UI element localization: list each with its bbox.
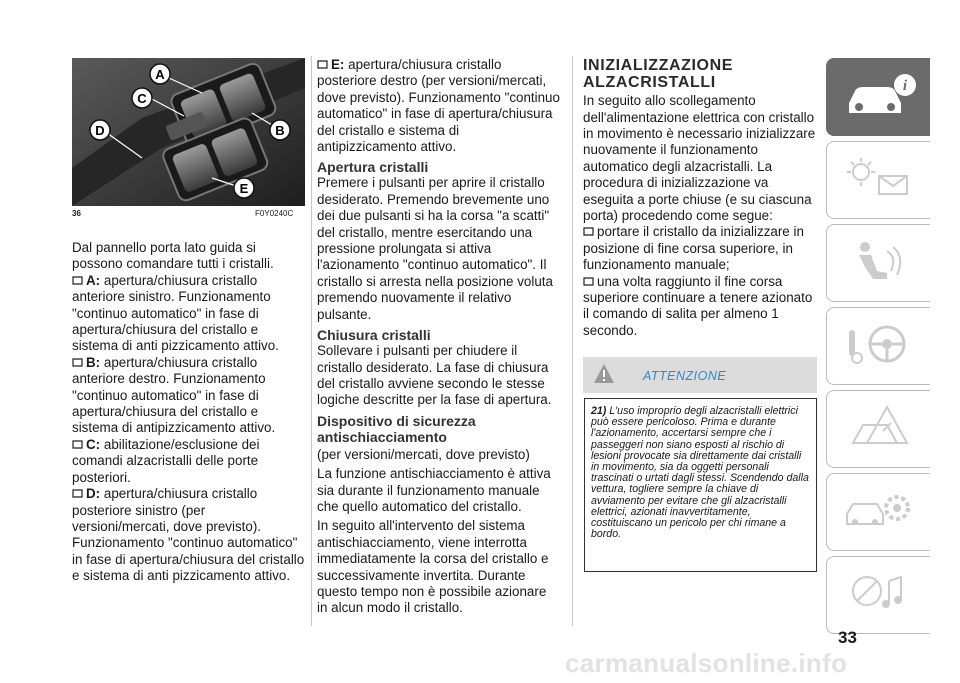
steering-wheel-icon <box>843 320 919 370</box>
warning-triangle-icon <box>593 363 615 385</box>
init-intro: In seguito allo scollegamento dell'alimentazione elettrica con cristallo in movimento è necessario inizializzare nuovamente il funzionamento automatico degli alzacristalli. La procedura di inizializzazione va eseguita a porte chiuse (e su ciascuna porta) procedendo come segue: <box>583 93 816 224</box>
text-chiusura: Sollevare i pulsanti per chiudere il cristallo desiderato. La fase di chiusura del cristallo avviene secondo le stesse logiche descritte per la fase di apertura. <box>317 343 552 408</box>
intro-text: Dal pannello porta lato guida si possono comandare tutti i cristalli. <box>72 240 274 272</box>
list-item <box>317 57 560 155</box>
warning-number: 21) <box>591 405 607 417</box>
text-sicurezza-note: (per versioni/mercati, dove previsto) <box>317 446 530 462</box>
warning-header <box>583 357 817 393</box>
sidebar-tab-index-spacer <box>826 556 930 614</box>
figure-label-d: D <box>95 123 105 138</box>
item-key: E: <box>331 57 345 72</box>
item-text: apertura/chiusura cristallo anteriore destro. Funzionamento "continuo automatico" in fase di apertura/chiusura del cristallo e sistema di antipizzicamento attivo. <box>72 354 276 436</box>
bullet-icon <box>317 60 328 69</box>
sidebar-tab-airbag[interactable] <box>826 224 930 302</box>
list-item <box>583 274 819 340</box>
section-heading <box>583 58 819 91</box>
watermark: carmanualsonline.info <box>565 648 848 678</box>
heading-line-2: ALZACRISTALLI <box>583 73 716 91</box>
sidebar-tab-warning-lights[interactable] <box>826 141 930 219</box>
figure-code: F0Y0240C <box>255 209 294 218</box>
bullet-icon <box>72 440 83 449</box>
item-key: B: <box>86 354 101 370</box>
list-item <box>72 273 305 355</box>
figure-label-e: E <box>239 181 249 196</box>
sidebar-tab-steering[interactable] <box>826 307 930 385</box>
item-key: C: <box>86 436 101 452</box>
warning-body <box>584 398 817 572</box>
text-sicurezza-1: La funzione antischiacciamento è attiva sia durante il funzionamento manuale che quello automatico del cristallo. <box>317 466 551 514</box>
item-key: D: <box>86 486 101 502</box>
item-text: apertura/chiusura cristallo posteriore sinistro (per versioni/mercati, dove previsto). Funzionamento "continuo automatico" in fase di apertura/chiusura del cristallo e sistema di anti pizzicamento attivo. <box>72 486 305 584</box>
sidebar-tab-car-info[interactable] <box>826 58 930 136</box>
list-item <box>72 437 305 486</box>
item-key: A: <box>86 272 101 288</box>
item-text: apertura/chiusura cristallo anteriore sinistro. Funzionamento "continuo automatico" in fase di apertura/chiusura del cristallo e sistema di anti pizzicamento attivo. <box>72 272 279 354</box>
list-item <box>583 224 819 273</box>
page-number: 33 <box>838 628 857 647</box>
heading-line-1: INIZIALIZZAZIONE <box>583 57 734 74</box>
warning-text <box>591 406 811 540</box>
bullet-icon <box>583 277 594 286</box>
bullet-icon <box>72 489 83 498</box>
heading-chiusura: Chiusura cristalli <box>317 327 431 344</box>
warning-title: ATTENZIONE <box>643 369 727 383</box>
step-text: portare il cristallo da inizializzare in posizione di fine corsa superiore, in funzionamento manuale; <box>583 224 804 273</box>
warning-lights-icon <box>843 154 919 204</box>
column-divider <box>311 56 312 626</box>
window-controls-photo <box>72 58 305 206</box>
column-2 <box>317 57 560 617</box>
airbag-icon <box>843 237 919 287</box>
car-info-icon <box>843 71 919 121</box>
text-sicurezza-2: In seguito all'intervento del sistema antischiacciamento, viene interrotta immediatamente la corsa del cristallo e successivamente invertita. Durante questo tempo non è possibile azionare in alcun modo il cristallo. <box>317 518 549 616</box>
step-text: una volta raggiunto il fine corsa superiore continuare a tenere azionato il comando di salita per almeno 1 secondo. <box>583 273 813 338</box>
car-specs-icon <box>843 486 919 536</box>
bullet-icon <box>72 276 83 285</box>
sidebar-tab-road-hazard[interactable] <box>826 390 930 468</box>
bullet-icon <box>583 227 594 236</box>
column-divider <box>572 56 573 626</box>
column-3 <box>583 58 819 339</box>
sidebar-tab-car-specs[interactable] <box>826 473 930 551</box>
item-text: abilitazione/esclusione dei comandi alzacristalli delle porte posteriori. <box>72 436 260 485</box>
heading-apertura: Apertura cristalli <box>317 159 429 176</box>
list-item <box>72 355 305 437</box>
heading-sicurezza: Dispositivo di sicurezza antischiacciamento <box>317 412 476 445</box>
figure-number: 36 <box>72 209 81 218</box>
figure-label-b: B <box>275 123 285 138</box>
figure-label-a: A <box>155 67 165 82</box>
column-1 <box>72 240 305 585</box>
list-item <box>72 486 305 584</box>
figure-label-c: C <box>137 91 147 106</box>
warning-content: L'uso improprio degli alzacristalli elettrici può essere pericoloso. Prima e durante l'azionamento, accertarsi sempre che i passeggeri non siano esposti al rischio di lesioni provocate sia direttamente dai cristalli in movimento, sia da oggetti personali trascinati o urtati dagli stessi. Scendendo dalla vettura, togliere sempre la chiave di avviamento per evitare che gli alzacristalli elettrici, azionati inavvertitamente, costituiscano un pericolo per chi rimane a bordo. <box>591 405 809 541</box>
item-text: apertura/chiusura cristallo posteriore destro (per versioni/mercati, dove previsto). Funzionamento "continuo automatico" in fase di apertura/chiusura del cristallo e sistema di antipizzicamento attivo. <box>317 57 560 155</box>
text-apertura: Premere i pulsanti per aprire il cristallo desiderato. Premendo brevemente uno dei due pulsanti si ha la corsa "a scatti" del cristallo, mentre esercitando una pressione prolungata si attiva l'azionamento "continuo automatico". Il cristallo si arresta nella posizione voluta premendo nuovamente il relativo pulsante. <box>317 175 553 322</box>
svg-text:i: i <box>902 78 908 94</box>
road-hazard-icon <box>843 403 919 453</box>
bullet-icon <box>72 358 83 367</box>
